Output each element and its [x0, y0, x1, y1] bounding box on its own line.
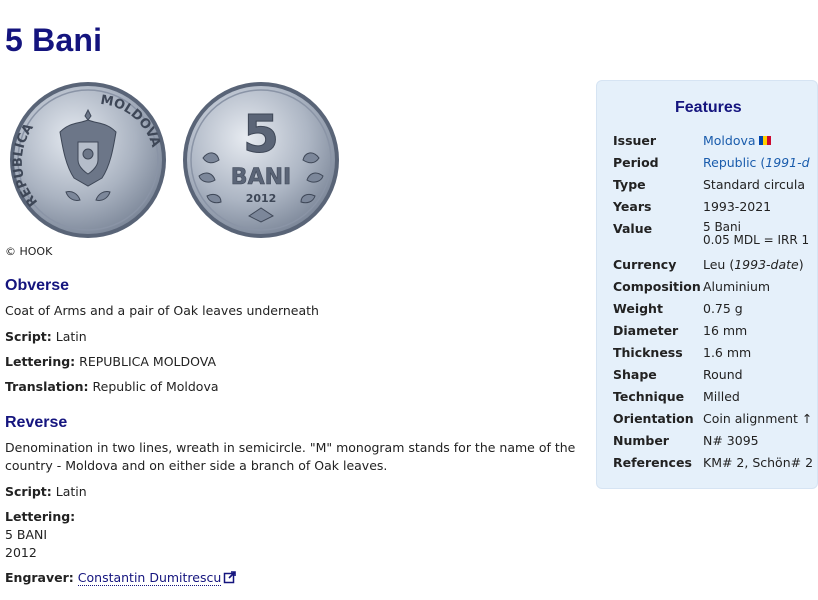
feature-value	[703, 155, 810, 170]
feature-label: References	[613, 455, 692, 470]
reverse-description-line1: Denomination in two lines, wreath in semicircle. "M" monogram stands for the name of the	[5, 440, 576, 455]
feature-value	[703, 133, 771, 148]
reverse-script-value: Latin	[55, 484, 87, 499]
reverse-script	[5, 483, 87, 501]
reverse-description	[5, 439, 575, 475]
reverse-lettering-line2: 2012	[5, 545, 37, 560]
page-title: 5 Bani	[5, 22, 103, 58]
reverse-engraver	[5, 569, 236, 587]
obverse-translation-label: Translation:	[5, 379, 89, 394]
reverse-script-label: Script:	[5, 484, 52, 499]
feature-label: Period	[613, 155, 659, 170]
features-panel	[596, 80, 818, 489]
feature-label: Type	[613, 177, 646, 192]
feature-value: 1.6 mm	[703, 345, 752, 360]
reverse-lettering	[5, 508, 75, 562]
feature-label: Orientation	[613, 411, 694, 426]
feature-label: Issuer	[613, 133, 657, 148]
reverse-value-numeral: 5	[242, 105, 280, 165]
obverse-lettering-right: MOLDOVA	[99, 92, 164, 150]
reverse-heading: Reverse	[5, 414, 68, 431]
feature-label: Value	[613, 221, 653, 236]
feature-value: 5 Bani 0.05 MDL = IRR 1	[703, 220, 810, 247]
feature-label: Technique	[613, 389, 685, 404]
image-copyright: © HOOK	[5, 245, 53, 258]
feature-value: 1993-2021	[703, 199, 772, 214]
feature-value: N# 3095	[703, 433, 759, 448]
obverse-coin-svg	[8, 80, 168, 240]
reverse-lettering-label: Lettering:	[5, 509, 76, 524]
feature-label: Thickness	[613, 345, 683, 360]
reverse-coin-svg	[181, 80, 341, 240]
reverse-engraver-label: Engraver:	[5, 570, 74, 585]
obverse-translation-value: Republic of Moldova	[92, 379, 219, 394]
feature-value: Round	[703, 367, 743, 382]
obverse-description: Coat of Arms and a pair of Oak leaves underneath	[5, 303, 319, 318]
moldova-flag-icon	[759, 133, 771, 142]
feature-value: Aluminium	[703, 279, 771, 294]
feature-value: Milled	[703, 389, 740, 404]
reverse-year: 2012	[245, 192, 277, 205]
obverse-lettering-left: REPUBLICA	[10, 121, 42, 210]
feature-label: Composition	[613, 279, 701, 294]
feature-label: Number	[613, 433, 669, 448]
obverse-lettering-value: REPUBLICA MOLDOVA	[79, 354, 217, 369]
engraver-link[interactable]: Constantin Dumitrescu	[77, 570, 222, 585]
feature-value: Leu (1993-date)	[703, 257, 804, 272]
reverse-value-word: BANI	[230, 165, 292, 190]
feature-label: Currency	[613, 257, 677, 272]
feature-label: Weight	[613, 301, 663, 316]
obverse-translation	[5, 378, 219, 396]
feature-value: KM# 2, Schön# 2	[703, 455, 814, 470]
external-link-icon[interactable]	[224, 571, 236, 583]
feature-value: Standard circula	[703, 177, 805, 192]
obverse-script	[5, 328, 87, 346]
reverse-coin-image[interactable]	[181, 80, 341, 240]
obverse-script-value: Latin	[55, 329, 87, 344]
features-heading: Features	[675, 99, 742, 116]
feature-label: Years	[613, 199, 652, 214]
reverse-lettering-line1: 5 BANI	[5, 527, 48, 542]
feature-value: Coin alignment ↑	[703, 411, 813, 426]
reverse-description-line2: country - Moldova and on either side a branch of Oak leaves.	[5, 458, 388, 473]
obverse-heading: Obverse	[5, 277, 70, 294]
issuer-link[interactable]: Moldova	[703, 133, 756, 148]
period-link[interactable]: Republic (1991-d	[703, 155, 810, 170]
feature-label: Shape	[613, 367, 657, 382]
feature-value: 16 mm	[703, 323, 748, 338]
obverse-lettering-label: Lettering:	[5, 354, 76, 369]
obverse-script-label: Script:	[5, 329, 52, 344]
feature-value: 0.75 g	[703, 301, 743, 316]
obverse-lettering	[5, 353, 216, 371]
feature-label: Diameter	[613, 323, 679, 338]
obverse-coin-image[interactable]	[8, 80, 168, 240]
